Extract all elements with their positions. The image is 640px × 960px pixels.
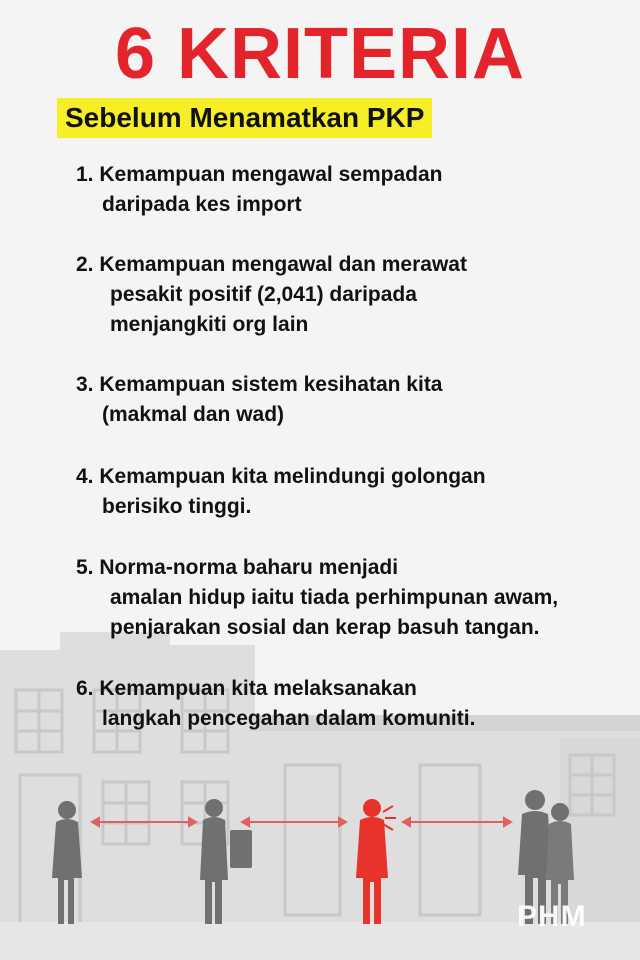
criteria-line: 1. Kemampuan mengawal sempadan xyxy=(76,163,443,186)
criteria-line: menjangkiti org lain xyxy=(110,313,309,336)
criteria-item-1 xyxy=(76,160,636,220)
criteria-item-4 xyxy=(76,462,636,522)
criteria-line: 6. Kemampuan kita melaksanakan xyxy=(76,677,417,700)
criteria-item-2 xyxy=(76,250,636,340)
criteria-line: 2. Kemampuan mengawal dan merawat xyxy=(76,253,467,276)
criteria-item-5 xyxy=(76,553,636,643)
criteria-line: (makmal dan wad) xyxy=(102,403,285,426)
criteria-line: 5. Norma-norma baharu menjadi xyxy=(76,556,399,579)
criteria-line: langkah pencegahan dalam komuniti. xyxy=(102,707,476,730)
criteria-line: 4. Kemampuan kita melindungi golongan xyxy=(76,465,486,488)
subtitle-highlight: Sebelum Menamatkan PKP xyxy=(57,98,432,138)
page-title: 6 KRITERIA xyxy=(114,14,526,94)
criteria-line: penjarakan sosial dan kerap basuh tangan. xyxy=(110,616,540,639)
criteria-item-3 xyxy=(76,370,636,430)
criteria-line: daripada kes import xyxy=(102,193,302,216)
criteria-item-6 xyxy=(76,674,636,734)
criteria-line: amalan hidup iaitu tiada perhimpunan awam, xyxy=(110,586,559,609)
criteria-line: 3. Kemampuan sistem kesihatan kita xyxy=(76,373,443,396)
watermark-logo: PHM xyxy=(517,900,587,933)
criteria-line: pesakit positif (2,041) daripada xyxy=(110,283,417,306)
criteria-line: berisiko tinggi. xyxy=(102,495,252,518)
